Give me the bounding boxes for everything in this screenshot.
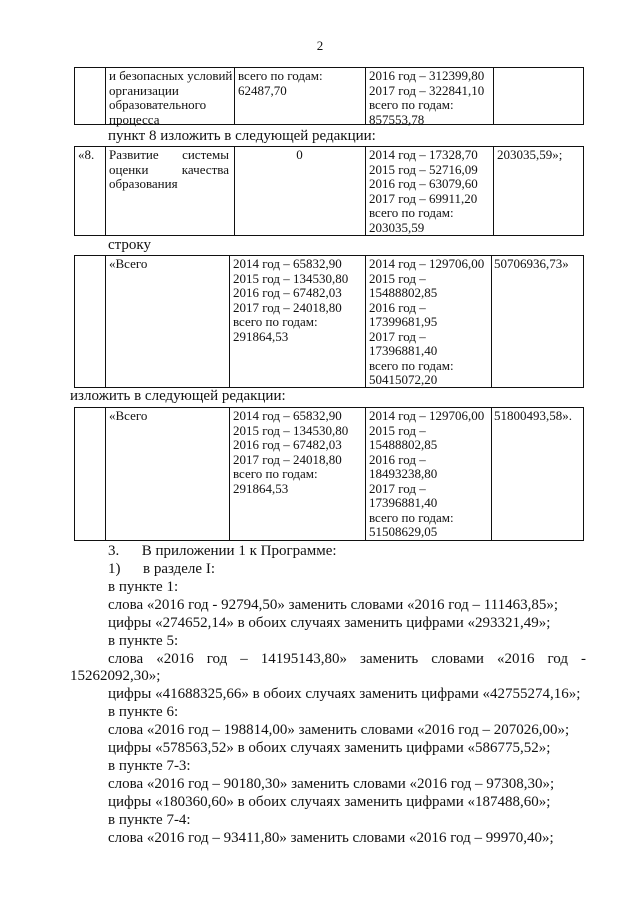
table2-col-b-line: оценки качества (109, 161, 229, 177)
table2-col-c: 0 (296, 147, 303, 162)
table4-col-c: 2014 год – 65832,90 2015 год – 134530,80 2016 год – 67482,03 2017 год – 24018,80 всего по годам: 291864,53 (233, 408, 349, 496)
body-line: слова «2016 год – 198814,00» заменить словами «2016 год – 207026,00»; (108, 722, 570, 738)
table4-col-b: «Всего (109, 408, 148, 423)
body-line: 1) в разделе I: (108, 561, 215, 577)
body-line: слова «2016 год - 92794,50» заменить словами «2016 год – 111463,85»; (108, 597, 559, 613)
body-line: в пункте 5: (108, 633, 179, 649)
body-line: в пункте 7-4: (108, 812, 191, 828)
table3-col-c: 2014 год – 65832,90 2015 год – 134530,80 2016 год – 67482,03 2017 год – 24018,80 всего по годам: 291864,53 (233, 256, 349, 344)
body-line: 3. В приложении 1 к Программе: (108, 543, 337, 559)
table4-col-e: 51800493,58». (494, 408, 572, 423)
heading-stroku: строку (108, 237, 151, 253)
body-line: цифры «41688325,66» в обоих случаях заменить цифрами «42755274,16»; (108, 686, 581, 702)
table3-col-b: «Всего (109, 256, 148, 271)
body-line: слова «2016 год – 93411,80» заменить словами «2016 год – 99970,40»; (108, 830, 554, 846)
body-line: цифры «180360,60» в обоих случаях заменить цифрами «187488,60»; (108, 794, 551, 810)
table2-col-b-line: образования (109, 176, 178, 191)
body-line: 15262092,30»; (70, 668, 161, 684)
heading-izlozhit: изложить в следующей редакции: (70, 388, 286, 404)
table3-col-d: 2014 год – 129706,00 2015 год – 15488802,85 2016 год – 17399681,95 2017 год – 17396881,40 всего по годам: 50415072,20 (369, 256, 485, 387)
table1-col-d: 2016 год – 312399,80 2017 год – 322841,10 всего по годам: 857553,78 (369, 68, 485, 127)
body-line: в пункте 1: (108, 579, 179, 595)
heading-punkt8: пункт 8 изложить в следующей редакции: (108, 128, 376, 144)
body-line: в пункте 6: (108, 704, 179, 720)
body-line: в пункте 7-3: (108, 758, 191, 774)
table1-col-c: всего по годам: 62487,70 (238, 68, 323, 98)
body-line: цифры «274652,14» в обоих случаях заменить цифрами «293321,49»; (108, 615, 551, 631)
table4-col-d: 2014 год – 129706,00 2015 год – 15488802,85 2016 год – 18493238,80 2017 год – 17396881,40 всего по годам: 51508629,05 (369, 408, 485, 539)
table2-col-b-line: Развитие системы (109, 147, 229, 162)
body-line: слова «2016 год – 90180,30» заменить словами «2016 год – 97308,30»; (108, 776, 555, 792)
table2-col-e: 203035,59»; (497, 147, 563, 162)
page-number: 2 (316, 38, 324, 53)
body-line: слова «2016 год – 14195143,80» заменить словами «2016 год - (108, 651, 586, 667)
table2-col-a: «8. (78, 147, 95, 162)
body-line: цифры «578563,52» в обоих случаях заменить цифрами «586775,52»; (108, 740, 551, 756)
table3-col-e: 50706936,73» (494, 256, 569, 271)
table2-col-d: 2014 год – 17328,70 2015 год – 52716,09 2016 год – 63079,60 2017 год – 69911,20 всего по годам: 203035,59 (369, 147, 478, 235)
table1-col-b: и безопасных условий организации образовательного процесса (109, 68, 233, 127)
